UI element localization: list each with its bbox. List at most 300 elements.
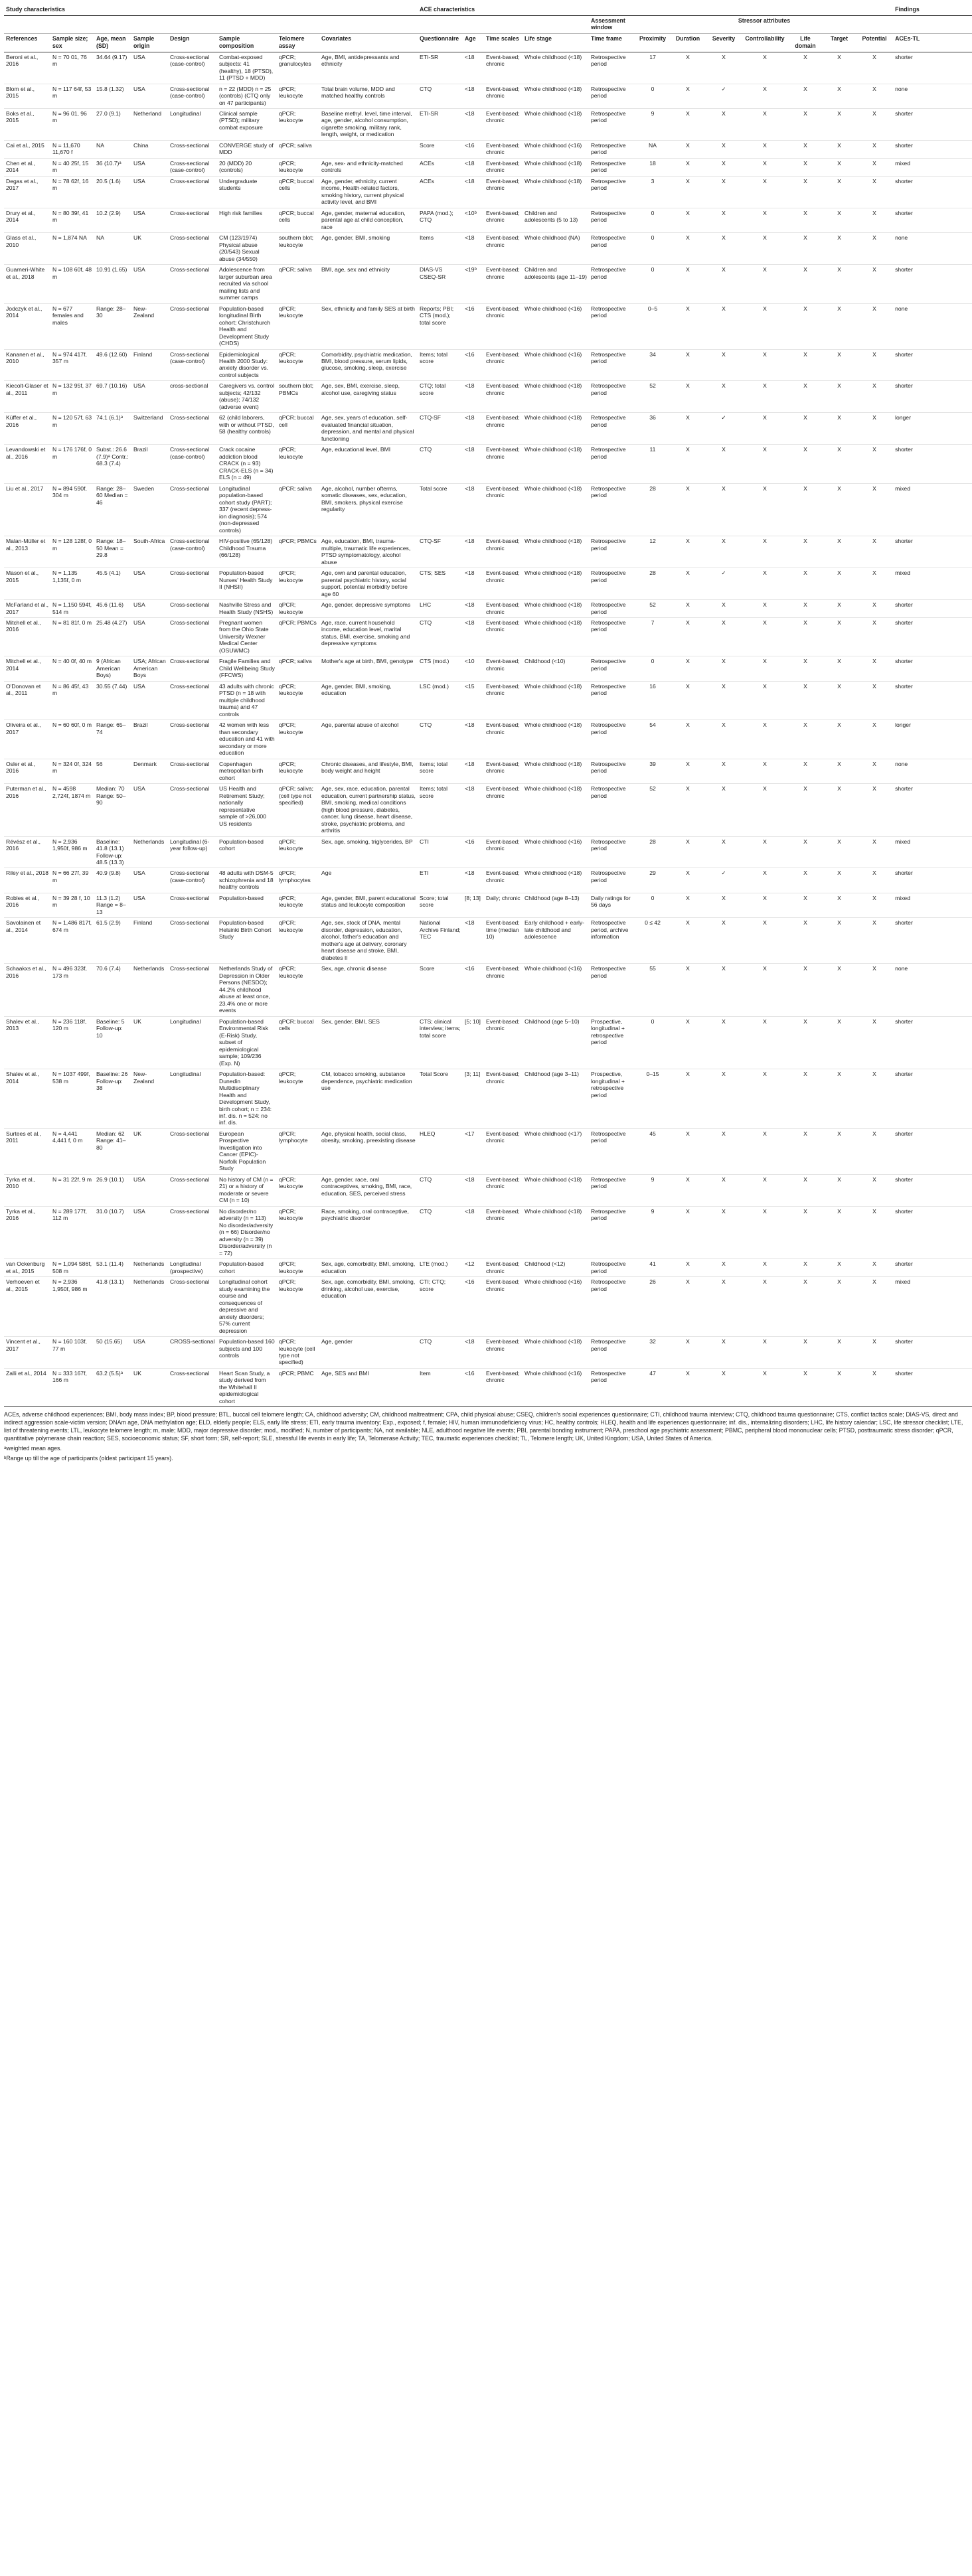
table-cell: X: [788, 759, 823, 783]
table-cell: Sweden: [131, 483, 168, 536]
table-cell: Cross-sectional: [168, 303, 217, 349]
table-cell: Retrospective period: [589, 1337, 635, 1369]
table-cell: USA: [131, 265, 168, 303]
table-cell: No history of CM (n = 21) or a history of moderate or severe CM (n = 10): [217, 1174, 277, 1206]
table-cell: X: [670, 208, 706, 232]
table-cell: Race, smoking, oral contraceptive, psychiatric disorder: [319, 1206, 418, 1258]
table-cell: CTQ: [418, 1337, 463, 1369]
table-cell: Cross-sectional: [168, 208, 217, 232]
table-row: [4, 1259, 972, 1277]
table-cell: X: [788, 681, 823, 720]
table-cell: X: [742, 233, 788, 265]
table-cell: 26: [635, 1277, 670, 1337]
table-cell: CM (123/1974) Physical abuse (20/543) Sexual abuse (34/550): [217, 233, 277, 265]
table-cell: Switzerland: [131, 413, 168, 445]
table-cell: [3; 11]: [463, 1069, 484, 1129]
table-cell: ETI-SR: [418, 108, 463, 140]
table-cell: shorter: [893, 1128, 972, 1174]
table-cell: X: [670, 568, 706, 600]
table-cell: Cross-sectional (case-control): [168, 52, 217, 84]
table-cell: X: [706, 1277, 742, 1337]
table-cell: N = 117 64f, 53 m: [50, 84, 94, 108]
table-cell: Event-based; chronic: [484, 868, 523, 893]
table-cell: X: [823, 52, 856, 84]
table-cell: Retrospective period: [589, 600, 635, 618]
table-cell: UK: [131, 233, 168, 265]
table-cell: Netherlands: [131, 836, 168, 868]
reference-cell: Glass et al., 2010: [4, 233, 50, 265]
table-cell: CTQ: [418, 617, 463, 656]
table-cell: X: [706, 1368, 742, 1406]
table-cell: CTI: [418, 836, 463, 868]
table-cell: Event-based; chronic: [484, 759, 523, 783]
table-cell: 56: [94, 759, 131, 783]
table-cell: Retrospective period: [589, 1128, 635, 1174]
table-cell: none: [893, 303, 972, 349]
table-cell: Netherlands Study of Depression in Older Persons (NESDO); 44.2% childhood abuse at least once, 23.4% one or more events: [217, 964, 277, 1016]
column-header: Time scales: [484, 34, 523, 52]
table-cell: X: [788, 158, 823, 176]
table-cell: Subst.: 26.6 (7.9)ᵃ Contr.: 68.3 (7.4): [94, 445, 131, 483]
table-cell: southern blot; leukocyte: [277, 233, 319, 265]
table-cell: X: [742, 1337, 788, 1369]
table-cell: Event-based; chronic: [484, 568, 523, 600]
table-cell: 42 women with less than secondary education and 41 with secondary or more education: [217, 720, 277, 759]
table-row: [4, 233, 972, 265]
table-cell: X: [856, 445, 893, 483]
table-cell: Event-based; chronic: [484, 617, 523, 656]
table-cell: 40.9 (9.8): [94, 868, 131, 893]
table-cell: Retrospective period: [589, 265, 635, 303]
table-cell: Items: [418, 233, 463, 265]
table-cell: Longitudinal (prospective): [168, 1259, 217, 1277]
table-cell: Event-based; chronic: [484, 681, 523, 720]
table-cell: X: [856, 1069, 893, 1129]
table-cell: Childhood (age 5–10): [523, 1016, 589, 1069]
column-header: Proximity: [635, 34, 670, 52]
table-cell: 36: [635, 413, 670, 445]
table-cell: X: [823, 568, 856, 600]
reference-cell: Tyrka et al., 2016: [4, 1206, 50, 1258]
table-cell: USA: [131, 52, 168, 84]
table-cell: 52: [635, 381, 670, 413]
table-cell: Baseline: 26 Follow-up: 38: [94, 1069, 131, 1129]
table-cell: Retrospective period: [589, 445, 635, 483]
table-cell: LHC: [418, 600, 463, 618]
table-cell: N = 1,150 594f, 514 m: [50, 600, 94, 618]
table-cell: Event-based; chronic: [484, 158, 523, 176]
table-cell: Retrospective period: [589, 303, 635, 349]
table-cell: 52: [635, 600, 670, 618]
table-cell: N = 333 167f, 166 m: [50, 1368, 94, 1406]
table-cell: Retrospective period: [589, 681, 635, 720]
table-cell: USA: [131, 784, 168, 836]
table-cell: X: [856, 893, 893, 917]
table-cell: X: [788, 836, 823, 868]
table-cell: Whole childhood (<16): [523, 1368, 589, 1406]
table-cell: X: [823, 1368, 856, 1406]
table-cell: shorter: [893, 1259, 972, 1277]
table-cell: <18: [463, 1206, 484, 1258]
table-row: [4, 568, 972, 600]
table-cell: N = 40 0f, 40 m: [50, 656, 94, 681]
table-cell: X: [823, 265, 856, 303]
table-cell: <18: [463, 158, 484, 176]
table-cell: X: [742, 265, 788, 303]
table-cell: CTQ: [418, 445, 463, 483]
table-cell: Cross-sectional: [168, 759, 217, 783]
table-cell: X: [670, 720, 706, 759]
table-cell: X: [788, 52, 823, 84]
table-cell: Cross-sectional: [168, 617, 217, 656]
table-cell: X: [856, 681, 893, 720]
table-cell: [8; 13]: [463, 893, 484, 917]
table-cell: Retrospective period: [589, 1277, 635, 1337]
table-cell: Event-based; chronic: [484, 536, 523, 568]
table-cell: Longitudinal: [168, 108, 217, 140]
table-cell: X: [742, 84, 788, 108]
table-cell: qPCR; leukocyte: [277, 568, 319, 600]
table-cell: X: [823, 600, 856, 618]
table-cell: qPCR; leukocyte: [277, 108, 319, 140]
table-cell: X: [742, 176, 788, 208]
table-cell: 61.5 (2.9): [94, 918, 131, 964]
table-cell: Event-based; chronic: [484, 445, 523, 483]
table-cell: CTQ: [418, 1174, 463, 1206]
table-cell: <16: [463, 1277, 484, 1337]
table-cell: USA: [131, 381, 168, 413]
table-cell: LTE (mod.): [418, 1259, 463, 1277]
table-cell: 11: [635, 445, 670, 483]
table-row: [4, 483, 972, 536]
table-cell: X: [788, 265, 823, 303]
table-cell: Children and adolescents (5 to 13): [523, 208, 589, 232]
table-cell: 47: [635, 1368, 670, 1406]
table-cell: X: [742, 483, 788, 536]
table-cell: X: [856, 108, 893, 140]
table-cell: N = 39 28 f, 10 m: [50, 893, 94, 917]
table-cell: shorter: [893, 784, 972, 836]
table-cell: X: [856, 1128, 893, 1174]
table-cell: 0: [635, 233, 670, 265]
table-cell: X: [856, 836, 893, 868]
table-cell: Event-based; chronic: [484, 176, 523, 208]
table-cell: Netherland: [131, 108, 168, 140]
table-cell: China: [131, 140, 168, 158]
table-cell: 7: [635, 617, 670, 656]
table-cell: Event-based; chronic: [484, 1069, 523, 1129]
table-cell: DIAS-VS CSEQ-SR: [418, 265, 463, 303]
column-header: Telomere assay: [277, 34, 319, 52]
table-cell: Event-based; chronic: [484, 656, 523, 681]
table-cell: X: [706, 233, 742, 265]
table-cell: Cross-sectional (case-control): [168, 445, 217, 483]
table-cell: X: [742, 536, 788, 568]
table-cell: shorter: [893, 536, 972, 568]
table-cell: 3: [635, 176, 670, 208]
table-row: [4, 158, 972, 176]
table-cell: qPCR; leukocyte: [277, 836, 319, 868]
table-cell: <12: [463, 1259, 484, 1277]
table-cell: N = 2,936 1,950f, 986 m: [50, 1277, 94, 1337]
table-cell: Cross-sectional: [168, 784, 217, 836]
table-cell: <18: [463, 483, 484, 536]
table-cell: X: [788, 233, 823, 265]
table-cell: Cross-sectional: [168, 1206, 217, 1258]
table-cell: qPCR; leukocyte: [277, 303, 319, 349]
table-cell: X: [670, 445, 706, 483]
table-cell: Netherlands: [131, 1277, 168, 1337]
table-cell: 74.1 (6.1)ᵃ: [94, 413, 131, 445]
table-cell: mixed: [893, 483, 972, 536]
table-cell: Sex, ethnicity and family SES at birth: [319, 303, 418, 349]
reference-cell: Cai et al., 2015: [4, 140, 50, 158]
table-row: [4, 1069, 972, 1129]
footnote-abbreviations: ACEs, adverse childhood experiences; BMI, body mass index; BP, blood pressure; BTL, buccal cell telomere length; CA, childhood adversity; CM, childhood maltreatment; CPA, child physical abuse; CSEQ, children's social experiences questionnaire; CTI, childhood trauma interview; CTQ, childhood trauma questionnaire; CTS, conflict tactics scale; DIAS-VS, direct and indirect aggression scale-victim version; DNAm age, DNA methylation age; ELD, elderly people; ELS, early life stress; ETI, early trauma inventory; Exp., exposed; f, female; HIV, human immunodeficiency virus; HC, healthy controls; HLEQ, health and life experiences questionnaire; inf. dis., internalizing disorders; LHC, life history calendar; LSC, life stressor checklist; LTE, list of threatening events; LTL, leukocyte telomere length; m, male; MDD, major depressive disorder; mod., modified; N, number of participants; NA, not available; NLE, adulthood negative life events; PBI, parental bonding instrument; PAPA, preschool age psychiatric assessment; PBMC, peripheral blood mononuclear cells; PTSD, posttraumatic stress disorder; qPCR, quantitative polymerase chain reaction; SES, socioeconomic status; SF, short form; SR, self-report; SLE, stressful life events in early life; TA, Telomerase Activity; TEC, traumatic experiences checklist; TL, Telomere length; UK, United Kingdom; USA, United States of America.: [4, 1411, 963, 1442]
table-cell: Retrospective period: [589, 381, 635, 413]
table-cell: X: [856, 381, 893, 413]
table-cell: X: [823, 893, 856, 917]
reference-cell: Guarneri-White et al., 2018: [4, 265, 50, 303]
table-cell: N = 894 590f, 304 m: [50, 483, 94, 536]
table-cell: Range: 18–50 Mean = 29.8: [94, 536, 131, 568]
table-cell: shorter: [893, 349, 972, 381]
reference-cell: Osler et al., 2016: [4, 759, 50, 783]
table-row: [4, 1016, 972, 1069]
table-cell: X: [670, 536, 706, 568]
column-header: References: [4, 34, 50, 52]
table-cell: ETI-SR: [418, 52, 463, 84]
table-cell: Undergraduate students: [217, 176, 277, 208]
table-cell: X: [823, 1337, 856, 1369]
reference-cell: Robles et al., 2016: [4, 893, 50, 917]
table-cell: X: [823, 381, 856, 413]
reference-cell: Puterman et al., 2016: [4, 784, 50, 836]
table-cell: Sex, age, comorbidity, BMI, smoking, education: [319, 1259, 418, 1277]
table-cell: ACEs: [418, 176, 463, 208]
table-cell: Whole childhood (<16): [523, 1277, 589, 1337]
reference-cell: Beroni et al., 2016: [4, 52, 50, 84]
table-cell: USA: [131, 681, 168, 720]
table-cell: Retrospective period: [589, 617, 635, 656]
table-cell: N = 96 01, 96 m: [50, 108, 94, 140]
table-cell: CTS; clinical interview; items; total score: [418, 1016, 463, 1069]
reference-cell: Mason et al., 2015: [4, 568, 50, 600]
table-cell: 26.9 (10.1): [94, 1174, 131, 1206]
table-cell: New-Zealand: [131, 303, 168, 349]
header-subgroup-row: [4, 15, 972, 33]
table-cell: Cross-sectional: [168, 568, 217, 600]
table-cell: qPCR; leukocyte: [277, 893, 319, 917]
table-body: [4, 52, 972, 1407]
table-cell: X: [670, 1337, 706, 1369]
table-cell: Retrospective period: [589, 656, 635, 681]
table-cell: UK: [131, 1128, 168, 1174]
table-cell: USA: [131, 176, 168, 208]
table-cell: N = 160 103f, 77 m: [50, 1337, 94, 1369]
table-cell: qPCR; leukocyte: [277, 158, 319, 176]
table-cell: X: [742, 1069, 788, 1129]
table-cell: X: [788, 84, 823, 108]
table-cell: 32: [635, 1337, 670, 1369]
table-cell: UK: [131, 1368, 168, 1406]
table-cell: X: [742, 893, 788, 917]
table-cell: <18: [463, 784, 484, 836]
table-cell: Age, SES and BMI: [319, 1368, 418, 1406]
table-cell: X: [706, 1337, 742, 1369]
table-cell: Childhood (age 8–13): [523, 893, 589, 917]
table-cell: qPCR; saliva: [277, 265, 319, 303]
table-cell: Median: 62 Range: 41–80: [94, 1128, 131, 1174]
table-cell: X: [742, 1277, 788, 1337]
table-cell: Age, race, current household income, education level, marital status, BMI, exercise, smoking and depressive symptoms: [319, 617, 418, 656]
table-cell: N = 108 60f, 48 m: [50, 265, 94, 303]
table-cell: 53.1 (11.4): [94, 1259, 131, 1277]
table-cell: Age, education, BMI, trauma-multiple, traumatic life experiences, PTSD symptomatology, alcohol abuse: [319, 536, 418, 568]
table-row: [4, 617, 972, 656]
table-cell: Age, parental abuse of alcohol: [319, 720, 418, 759]
table-cell: Baseline: 5 Follow-up: 10: [94, 1016, 131, 1069]
table-cell: Whole childhood (<18): [523, 617, 589, 656]
table-cell: N = 1037 499f, 538 m: [50, 1069, 94, 1129]
table-cell: none: [893, 233, 972, 265]
table-cell: 41.8 (13.1): [94, 1277, 131, 1337]
table-cell: X: [706, 784, 742, 836]
table-cell: 16: [635, 681, 670, 720]
table-cell: Range: 65–74: [94, 720, 131, 759]
reference-cell: Chen et al., 2014: [4, 158, 50, 176]
table-cell: Clinical sample (PTSD); military combat exposure: [217, 108, 277, 140]
table-cell: Event-based; chronic: [484, 720, 523, 759]
table-cell: Reports; PBI; CTS (mod.); total score: [418, 303, 463, 349]
table-cell: X: [788, 1174, 823, 1206]
table-cell: [5; 10]: [463, 1016, 484, 1069]
table-cell: Brazil: [131, 445, 168, 483]
table-cell: Cross-sectional: [168, 233, 217, 265]
table-cell: none: [893, 84, 972, 108]
table-cell: X: [742, 381, 788, 413]
table-cell: Population-based cohort: [217, 836, 277, 868]
table-cell: N = 289 177f, 112 m: [50, 1206, 94, 1258]
table-cell: 9 (African American Boys): [94, 656, 131, 681]
table-cell: Retrospective period: [589, 1206, 635, 1258]
table-cell: X: [788, 1206, 823, 1258]
table-cell: X: [742, 1206, 788, 1258]
table-cell: X: [742, 868, 788, 893]
table-cell: 0: [635, 893, 670, 917]
table-cell: Cross-sectional (case-control): [168, 868, 217, 893]
table-cell: <10: [463, 656, 484, 681]
table-cell: X: [856, 413, 893, 445]
table-cell: 36 (10.7)ᵃ: [94, 158, 131, 176]
table-cell: Age, sex, years of education, self-evaluated financial situation, depression, and mental and physical functioning: [319, 413, 418, 445]
table-cell: X: [742, 600, 788, 618]
table-cell: European Prospective Investigation into Cancer (EPIC)-Norfolk Population Study: [217, 1128, 277, 1174]
table-cell: Retrospective period: [589, 568, 635, 600]
table-cell: X: [706, 536, 742, 568]
table-cell: CTQ; total score: [418, 381, 463, 413]
footnote-a: ᵃweighted mean ages.: [4, 1444, 62, 1452]
table-cell: 0: [635, 84, 670, 108]
table-cell: Finland: [131, 918, 168, 964]
table-row: [4, 536, 972, 568]
table-cell: X: [706, 617, 742, 656]
table-row: [4, 681, 972, 720]
table-cell: X: [823, 656, 856, 681]
table-cell: 0–15: [635, 1069, 670, 1129]
table-cell: X: [742, 445, 788, 483]
table-row: [4, 893, 972, 917]
table-cell: X: [856, 1206, 893, 1258]
table-cell: Retrospective period: [589, 1368, 635, 1406]
table-cell: X: [706, 208, 742, 232]
table-cell: X: [742, 1259, 788, 1277]
table-cell: 43 adults with chronic PTSD (n = 18 with multiple childhood trauma) and 47 controls: [217, 681, 277, 720]
table-cell: 29: [635, 868, 670, 893]
table-cell: Cross-sectional: [168, 1174, 217, 1206]
table-cell: ✓: [706, 568, 742, 600]
table-cell: Whole childhood (NA): [523, 233, 589, 265]
table-cell: Age, own and parental education, parental psychiatric history, social support, potential morbidity before age 60: [319, 568, 418, 600]
reference-cell: Boks et al., 2015: [4, 108, 50, 140]
table-cell: Cross-sectional (case-control): [168, 349, 217, 381]
table-cell: X: [856, 868, 893, 893]
table-cell: 39: [635, 759, 670, 783]
table-row: [4, 656, 972, 681]
table-cell: X: [788, 1259, 823, 1277]
table-cell: Event-based; chronic: [484, 1174, 523, 1206]
table-cell: <18: [463, 868, 484, 893]
table-row: [4, 303, 972, 349]
table-cell: shorter: [893, 1206, 972, 1258]
reference-cell: Blom et al., 2015: [4, 84, 50, 108]
table-cell: Population-based: Dunedin Multidisciplinary Health and Development Study, birth cohort; n = 234: inf. dis. n = 524: no inf. dis.: [217, 1069, 277, 1129]
column-header: Age: [463, 34, 484, 52]
table-cell: X: [670, 84, 706, 108]
table-cell: X: [706, 349, 742, 381]
table-cell: Childhood (<12): [523, 1259, 589, 1277]
table-cell: Population-based cohort: [217, 1259, 277, 1277]
table-cell: qPCR; leukocyte: [277, 1277, 319, 1337]
table-row: [4, 349, 972, 381]
table-cell: qPCR; leukocyte (cell type not specified): [277, 1337, 319, 1369]
table-cell: X: [823, 208, 856, 232]
table-cell: Whole childhood (<18): [523, 108, 589, 140]
table-cell: Age, sex, stock of DNA, mental disorder, depression, education, alcohol, father's education and mother's age at delivery, coronary heart disease and stroke, BMI, diabetes II: [319, 918, 418, 964]
table-cell: X: [823, 617, 856, 656]
table-cell: X: [856, 233, 893, 265]
table-cell: shorter: [893, 1016, 972, 1069]
table-cell: Whole childhood (<18): [523, 84, 589, 108]
table-cell: X: [823, 1016, 856, 1069]
table-cell: Event-based; chronic: [484, 1206, 523, 1258]
reference-cell: Liu et al., 2017: [4, 483, 50, 536]
table-cell: <16: [463, 303, 484, 349]
table-cell: 34.64 (9.17): [94, 52, 131, 84]
table-cell: USA: [131, 1206, 168, 1258]
table-cell: qPCR; buccal cells: [277, 1016, 319, 1069]
table-cell: Retrospective period: [589, 158, 635, 176]
table-cell: Event-based; chronic: [484, 349, 523, 381]
reference-cell: Mitchell et al., 2016: [4, 617, 50, 656]
table-cell: X: [670, 303, 706, 349]
table-row: [4, 176, 972, 208]
table-cell: Retrospective period: [589, 349, 635, 381]
table-cell: Retrospective period: [589, 233, 635, 265]
table-cell: X: [706, 1069, 742, 1129]
table-cell: NA: [94, 140, 131, 158]
table-cell: qPCR; leukocyte: [277, 681, 319, 720]
